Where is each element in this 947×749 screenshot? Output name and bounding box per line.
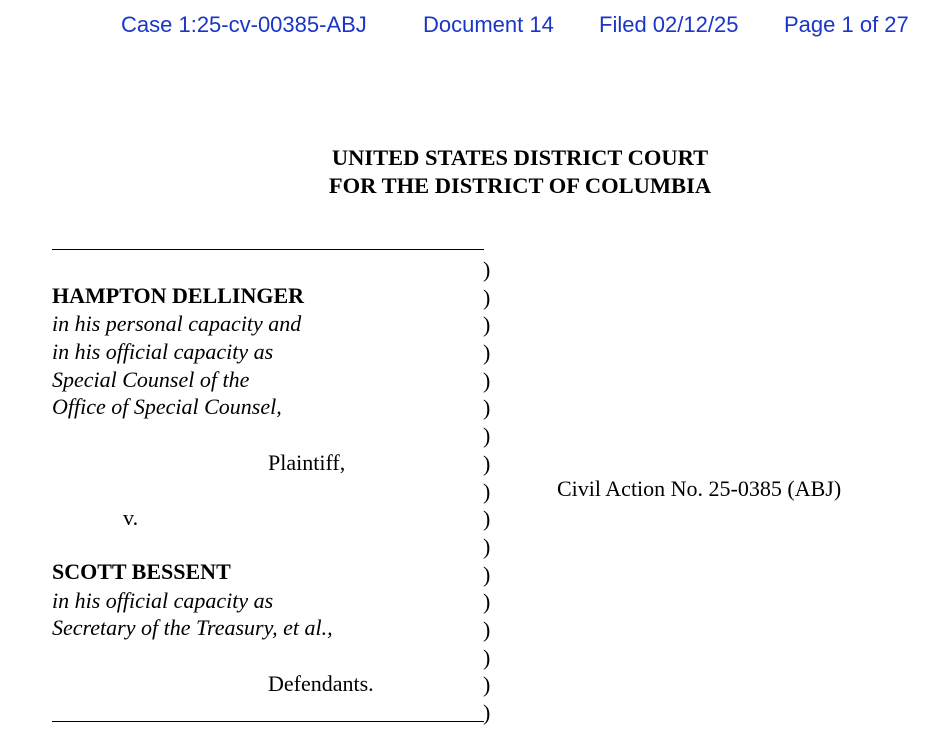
ecf-header-stamp	[0, 12, 947, 42]
defendant-capacity-1: in his official capacity as	[52, 588, 274, 613]
defendant-capacity-2	[52, 614, 333, 642]
plaintiff-capacity-2: in his official capacity as	[52, 339, 274, 364]
plaintiff-capacity-1: in his personal capacity and	[52, 311, 302, 336]
defendant-role: Defendants.	[268, 671, 374, 696]
defendant-name: SCOTT BESSENT	[52, 559, 231, 584]
plaintiff-role: Plaintiff,	[268, 450, 346, 475]
plaintiff-capacity-3: Special Counsel of the	[52, 367, 250, 392]
caption-paren: )	[483, 257, 491, 282]
caption-paren: )	[483, 450, 491, 476]
versus: v.	[123, 505, 139, 530]
caption-paren: )	[483, 312, 491, 338]
plaintiff-capacity-4: Office of Special Counsel,	[52, 394, 282, 419]
caption-paren: )	[483, 506, 491, 532]
caption-paren: )	[483, 533, 491, 559]
caption-paren: )	[483, 478, 491, 504]
caption-parentheses-column	[483, 256, 490, 727]
caption-paren: )	[483, 644, 491, 670]
caption-paren: )	[483, 589, 491, 615]
caption-top-rule	[52, 249, 484, 250]
caption-paren: )	[483, 340, 491, 366]
document-number: Document 14	[423, 12, 554, 37]
caption-paren: )	[483, 700, 491, 725]
page-count: Page 1 of 27	[784, 12, 909, 37]
caption-paren: )	[483, 423, 491, 449]
filed-date: Filed 02/12/25	[599, 12, 739, 37]
plaintiff-name: HAMPTON DELLINGER	[52, 283, 305, 308]
court-district: FOR THE DISTRICT OF COLUMBIA	[328, 173, 712, 198]
civil-action-number: Civil Action No. 25-0385 (ABJ)	[557, 476, 842, 501]
caption-paren: )	[483, 395, 491, 421]
court-name: UNITED STATES DISTRICT COURT	[331, 145, 709, 170]
caption-paren: )	[483, 616, 491, 642]
defendant-capacity-2-text: Secretary of the Treasury, et al.,	[52, 615, 333, 640]
caption-paren: )	[483, 561, 491, 587]
case-number: Case 1:25-cv-00385-ABJ	[121, 12, 367, 37]
caption-paren: )	[483, 367, 491, 393]
court-heading	[0, 144, 947, 200]
caption-paren: )	[483, 284, 491, 310]
caption-bottom-rule	[52, 721, 484, 722]
caption-paren: )	[483, 672, 491, 698]
